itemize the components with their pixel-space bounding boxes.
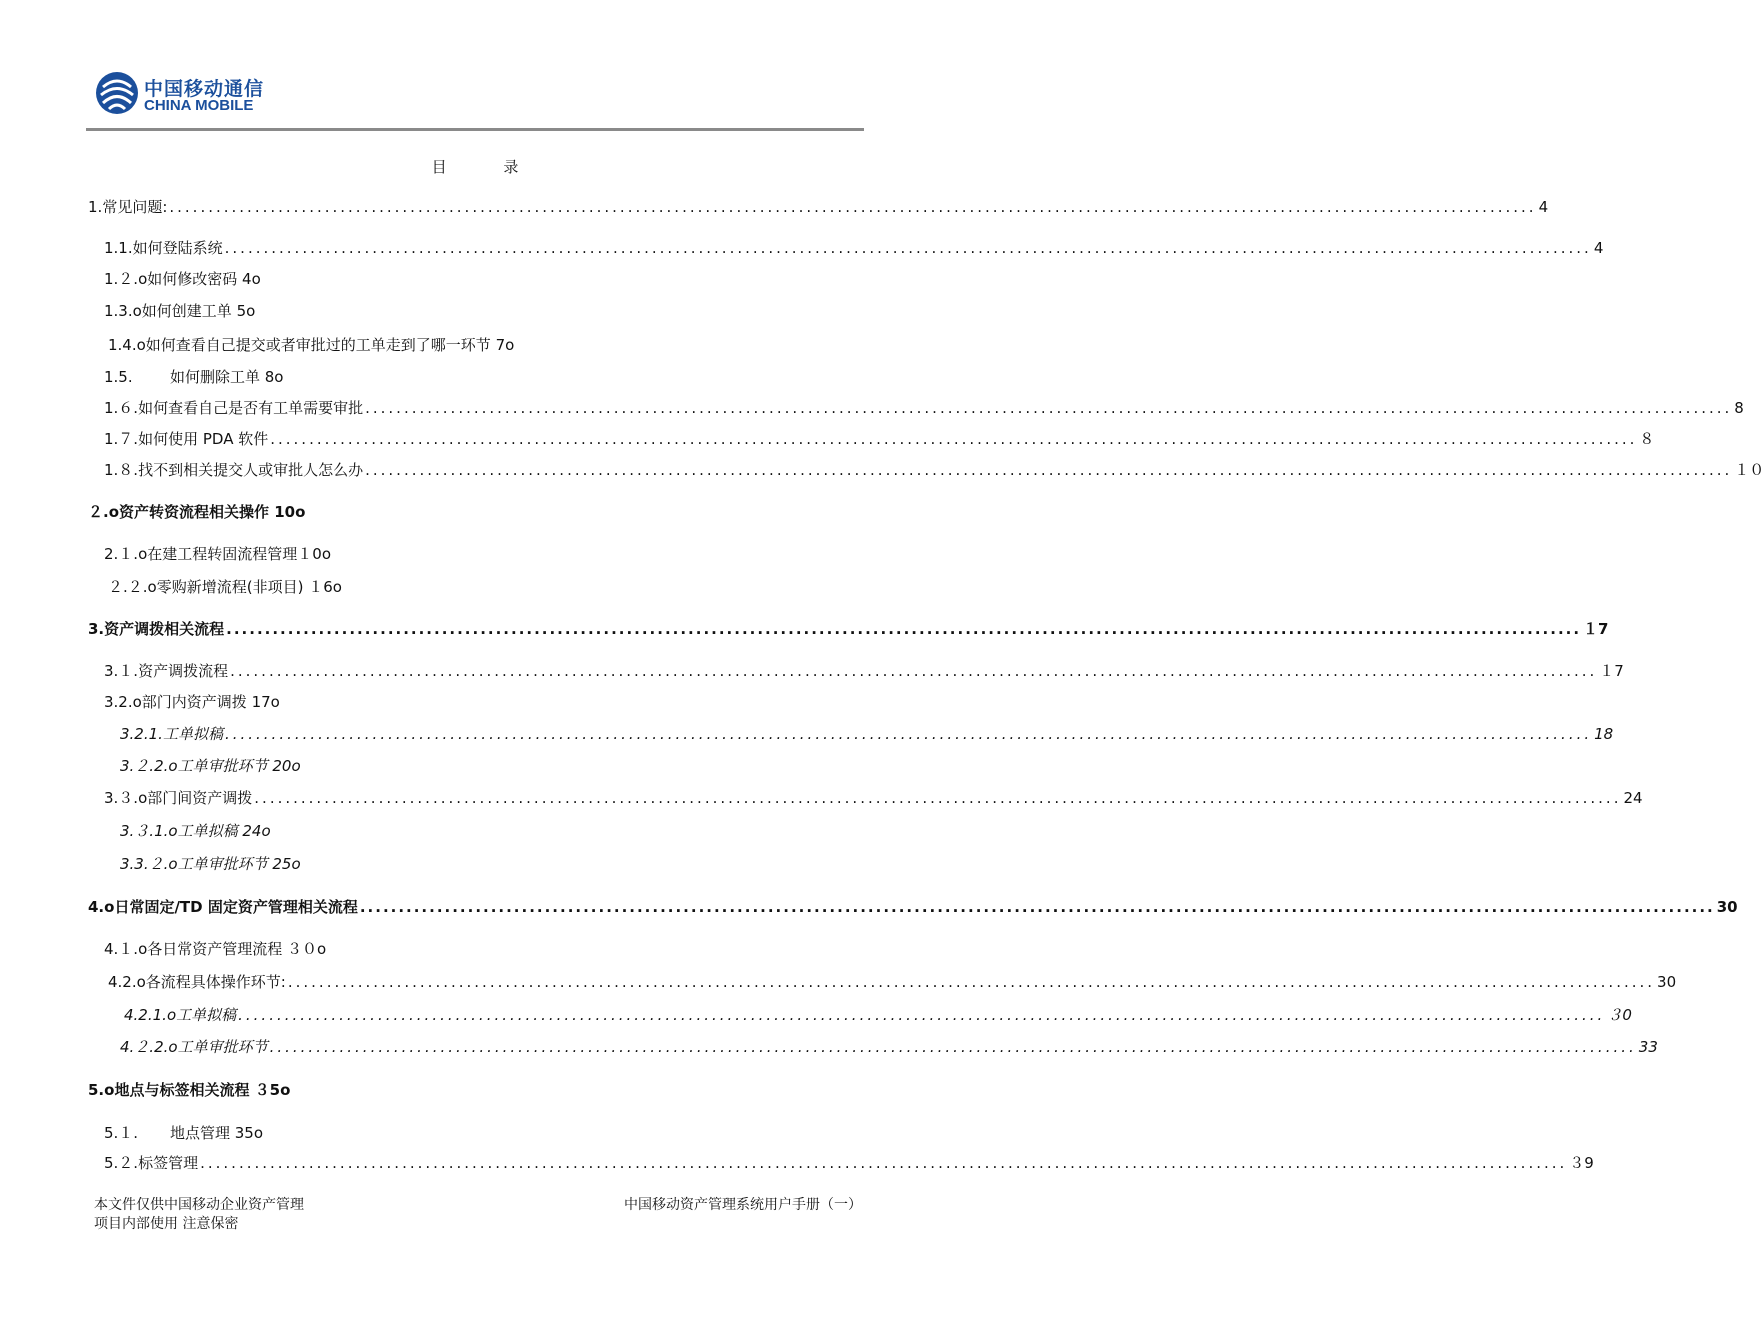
toc-entry-title: 工单拟稿: [162, 725, 223, 743]
toc-entry[interactable]: [88, 896, 1738, 918]
toc-entry[interactable]: [104, 300, 255, 322]
toc-entry[interactable]: [104, 366, 284, 388]
toc-leader-dots: ................................................................................................................................................................................: [365, 461, 1733, 479]
toc-entry-title: 如何删除工单 8o: [170, 368, 284, 386]
toc-entry-number: 4.２.2.: [120, 1038, 169, 1056]
toc-entry-title: 资产调拨流程: [138, 662, 229, 680]
toc-entry[interactable]: [108, 576, 342, 598]
toc-entry-page: １7: [1599, 662, 1624, 680]
toc-entry-number: 3.１.: [104, 662, 139, 680]
toc-entry[interactable]: [124, 1004, 1632, 1026]
toc-leader-dots: ................................................................................................................................................................................: [226, 620, 1582, 638]
toc-leader-dots: ................................................................................................................................................................................: [287, 973, 1656, 991]
toc-entry-title: o资产转资流程相关操作 10o: [108, 503, 306, 521]
toc-leader-dots: ................................................................................................................................................................................: [238, 1006, 1606, 1024]
toc-entry-page: ３0: [1607, 1006, 1632, 1024]
toc-leader-dots: ................................................................................................................................................................................: [200, 1154, 1568, 1172]
toc-entry[interactable]: [108, 334, 514, 356]
toc-entry-number: 3.: [88, 620, 105, 638]
toc-entry-title: 地点管理 35o: [170, 1124, 264, 1142]
toc-entry[interactable]: [104, 397, 1744, 419]
toc-entry-page: 33: [1638, 1038, 1658, 1056]
toc-entry-number: 1.1.: [104, 239, 133, 257]
toc-entry-number: 3.２.2.: [120, 757, 169, 775]
toc-entry-page: 18: [1594, 725, 1614, 743]
footer-left-line1: 本文件仅供中国移动企业资产管理: [94, 1197, 304, 1213]
toc-entry-number: 3.2.: [104, 693, 133, 711]
toc-entry[interactable]: [104, 660, 1624, 682]
toc-entry-title: o工单拟稿: [166, 1006, 237, 1024]
toc-entry-number: ２.２.: [108, 578, 148, 596]
toc-entry-page: ３9: [1569, 1154, 1594, 1172]
toc-entry-number: 5.２.: [104, 1154, 139, 1172]
toc-entry[interactable]: [104, 691, 280, 713]
toc-entry[interactable]: [120, 853, 301, 875]
toc-entry-number: ２.: [88, 503, 109, 521]
toc-entry-title: 如何登陆系统: [132, 239, 223, 257]
toc-leader-dots: ................................................................................................................................................................................: [224, 725, 1593, 743]
toc-entry-title: 找不到相关提交人或审批人怎么办: [138, 461, 364, 479]
toc-leader-dots: ................................................................................................................................................................................: [269, 1038, 1637, 1056]
toc-entry-title: o部门内资产调拨 17o: [132, 693, 280, 711]
toc-entry-page: 4: [1593, 239, 1604, 257]
toc-entry[interactable]: [104, 237, 1604, 259]
toc-leader-dots: ................................................................................................................................................................................: [270, 430, 1638, 448]
toc-title: 目 录: [431, 158, 545, 176]
toc-entry-title: o日常固定/TD 固定资产管理相关流程: [104, 898, 358, 916]
toc-entry-number: 1.4.: [108, 336, 137, 354]
toc-entry-number: 2.１.: [104, 545, 139, 563]
toc-entry-title: o部门间资产调拨: [138, 789, 253, 807]
toc-entry-page: １7: [1583, 620, 1609, 638]
china-mobile-logo-icon: [94, 70, 140, 116]
toc-entry[interactable]: [104, 787, 1643, 809]
toc-leader-dots: ................................................................................................................................................................................: [169, 198, 1537, 216]
footer-confidential-note: [94, 1196, 304, 1234]
toc-entry-title: 资产调拨相关流程: [104, 620, 225, 638]
toc-entry-page: ８: [1639, 430, 1655, 448]
toc-entry[interactable]: [104, 1152, 1594, 1174]
toc-entry[interactable]: [104, 459, 1764, 481]
toc-entry-number: 3.3.２.: [120, 855, 169, 873]
toc-entry-number: 3.2.1.: [120, 725, 163, 743]
toc-entry-number: 4.: [88, 898, 105, 916]
toc-entry-number: 3.３.: [104, 789, 139, 807]
toc-entry-number: 1.: [88, 198, 103, 216]
toc-leader-dots: ................................................................................................................................................................................: [254, 789, 1622, 807]
toc-entry[interactable]: [104, 268, 261, 290]
toc-entry-title: o工单审批环节: [168, 1038, 268, 1056]
logo-chinese-text: 中国移动通信: [144, 78, 265, 100]
header-rule: [86, 128, 864, 131]
toc-entry-title: o工单审批环节 25o: [168, 855, 301, 873]
toc-entry-title: o各日常资产管理流程 ３０o: [138, 940, 327, 958]
toc-entry-title: o工单拟稿 24o: [168, 822, 271, 840]
toc-entry[interactable]: [88, 618, 1609, 640]
toc-entry[interactable]: [120, 1036, 1658, 1058]
toc-entry-number: 5.１.: [104, 1124, 139, 1142]
toc-entry-number: 3.３.1.: [120, 822, 169, 840]
toc-entry-title: o如何查看自己提交或者审批过的工单走到了哪一环节 7o: [136, 336, 515, 354]
toc-entry[interactable]: [120, 755, 301, 777]
toc-entry-title: o各流程具体操作环节:: [136, 973, 286, 991]
toc-entry[interactable]: [88, 1079, 290, 1101]
toc-entry[interactable]: [104, 543, 331, 565]
toc-entry[interactable]: [120, 723, 1614, 745]
toc-entry-number: 4.2.: [108, 973, 137, 991]
footer-left-line2: 项目内部使用 注意保密: [94, 1216, 239, 1232]
toc-entry-number: 4.2.1.: [124, 1006, 167, 1024]
toc-entry[interactable]: [104, 1122, 263, 1144]
footer-document-title: 中国移动资产管理系统用户手册（一）: [624, 1197, 862, 1213]
toc-leader-dots: ................................................................................................................................................................................: [359, 898, 1715, 916]
toc-entry-number: 1.２.: [104, 270, 139, 288]
toc-entry-title: o地点与标签相关流程 ３5o: [104, 1081, 291, 1099]
toc-entry-title: o零购新增流程(非项目) １6o: [147, 578, 342, 596]
toc-entry-page: 30: [1716, 898, 1738, 916]
toc-entry-number: 1.5.: [104, 368, 133, 386]
toc-entry-number: 5.: [88, 1081, 105, 1099]
toc-entry-title: 如何查看自己是否有工单需要审批: [138, 399, 364, 417]
logo-english-text: CHINA MOBILE: [144, 97, 254, 114]
china-mobile-logo: [94, 70, 294, 118]
toc-entry-page: 8: [1734, 399, 1744, 417]
toc-entry-page: １０: [1734, 461, 1764, 479]
toc-entry-title: 常见问题:: [102, 198, 168, 216]
toc-entry-title: o工单审批环节 20o: [168, 757, 301, 775]
toc-entry-page: 4: [1538, 198, 1549, 216]
toc-entry-page: 30: [1657, 973, 1677, 991]
toc-entry-number: 1.６.: [104, 399, 139, 417]
toc-entry-title: o在建工程转固流程管理１0o: [138, 545, 331, 563]
toc-entry[interactable]: [104, 938, 326, 960]
toc-entry[interactable]: [88, 501, 305, 523]
toc-entry-number: 1.８.: [104, 461, 139, 479]
toc-leader-dots: ................................................................................................................................................................................: [230, 662, 1598, 680]
toc-entry[interactable]: [88, 196, 1549, 218]
toc-entry-number: 4.１.: [104, 940, 139, 958]
toc-leader-dots: ................................................................................................................................................................................: [365, 399, 1733, 417]
toc-entry-number: 1.3.: [104, 302, 133, 320]
toc-entry-page: 24: [1623, 789, 1643, 807]
toc-entry-title: o如何创建工单 5o: [132, 302, 256, 320]
toc-entry-number: 1.７.: [104, 430, 139, 448]
toc-entry-title: 如何使用 PDA 软件: [138, 430, 269, 448]
toc-leader-dots: ................................................................................................................................................................................: [224, 239, 1592, 257]
toc-entry[interactable]: [108, 971, 1677, 993]
toc-entry[interactable]: [104, 428, 1655, 450]
toc-entry-title: o如何修改密码 4o: [138, 270, 261, 288]
toc-entry[interactable]: [120, 820, 271, 842]
toc-entry-title: 标签管理: [138, 1154, 199, 1172]
